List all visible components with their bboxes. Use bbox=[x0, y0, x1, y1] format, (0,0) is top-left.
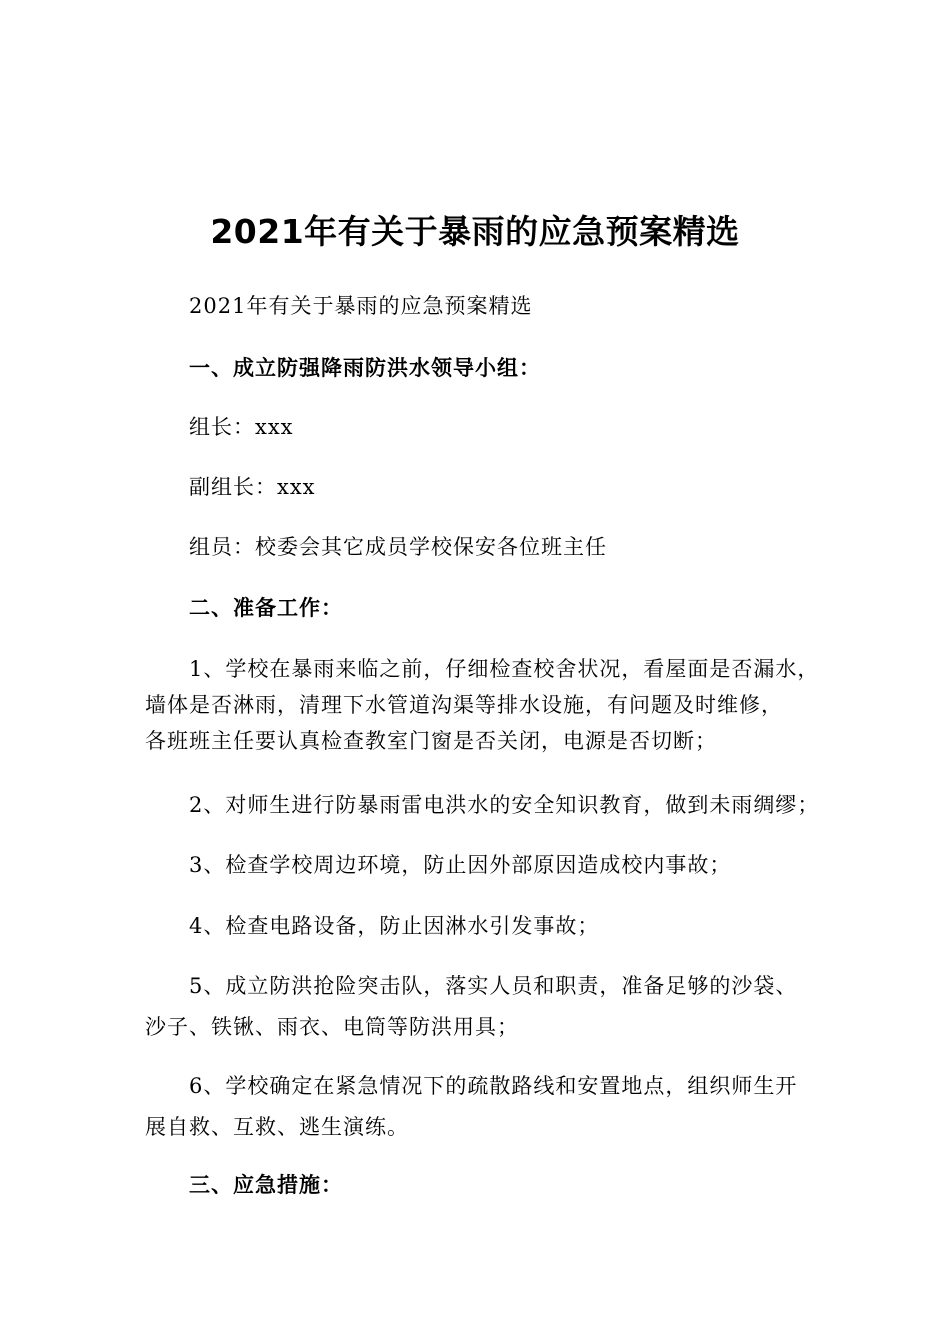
item1-line1: 1、学校在暴雨来临之前，仔细检查校舍状况，看屋面是否漏水， bbox=[189, 657, 820, 681]
item6-line1: 6、学校确定在紧急情况下的疏散路线和安置地点，组织师生开 bbox=[189, 1074, 798, 1098]
item6-line2: 展自救、互救、逃生演练。 bbox=[145, 1115, 409, 1139]
item1-line2: 墙体是否淋雨，清理下水管道沟渠等排水设施，有问题及时维修， bbox=[145, 693, 783, 717]
item5-line1: 5、成立防洪抢险突击队，落实人员和职责，准备足够的沙袋、 bbox=[189, 974, 798, 998]
members-line: 组员：校委会其它成员学校保安各位班主任 bbox=[189, 535, 607, 559]
document-title: 2021年有关于暴雨的应急预案精选 bbox=[210, 212, 740, 251]
item4-paragraph: 4、检查电路设备，防止因淋水引发事故； bbox=[189, 914, 600, 938]
section3-heading: 三、应急措施： bbox=[189, 1173, 343, 1197]
item6-paragraph bbox=[145, 1066, 825, 1147]
section1-heading: 一、成立防强降雨防洪水领导小组： bbox=[189, 356, 541, 380]
item3-paragraph: 3、检查学校周边环境，防止因外部原因造成校内事故； bbox=[189, 853, 732, 877]
item1-line3: 各班班主任要认真检查教室门窗是否关闭，电源是否切断； bbox=[145, 729, 717, 753]
section2-heading: 二、准备工作： bbox=[189, 596, 343, 620]
item1-paragraph bbox=[145, 649, 825, 761]
deputy-leader-line: 副组长：xxx bbox=[189, 475, 316, 499]
item2-paragraph: 2、对师生进行防暴雨雷电洪水的安全知识教育，做到未雨绸缪； bbox=[189, 793, 820, 817]
item5-line2: 沙子、铁锹、雨衣、电筒等防洪用具； bbox=[145, 1015, 519, 1039]
document-subtitle: 2021年有关于暴雨的应急预案精选 bbox=[189, 294, 533, 318]
leader-line: 组长：xxx bbox=[189, 415, 294, 439]
item5-paragraph bbox=[145, 966, 825, 1047]
